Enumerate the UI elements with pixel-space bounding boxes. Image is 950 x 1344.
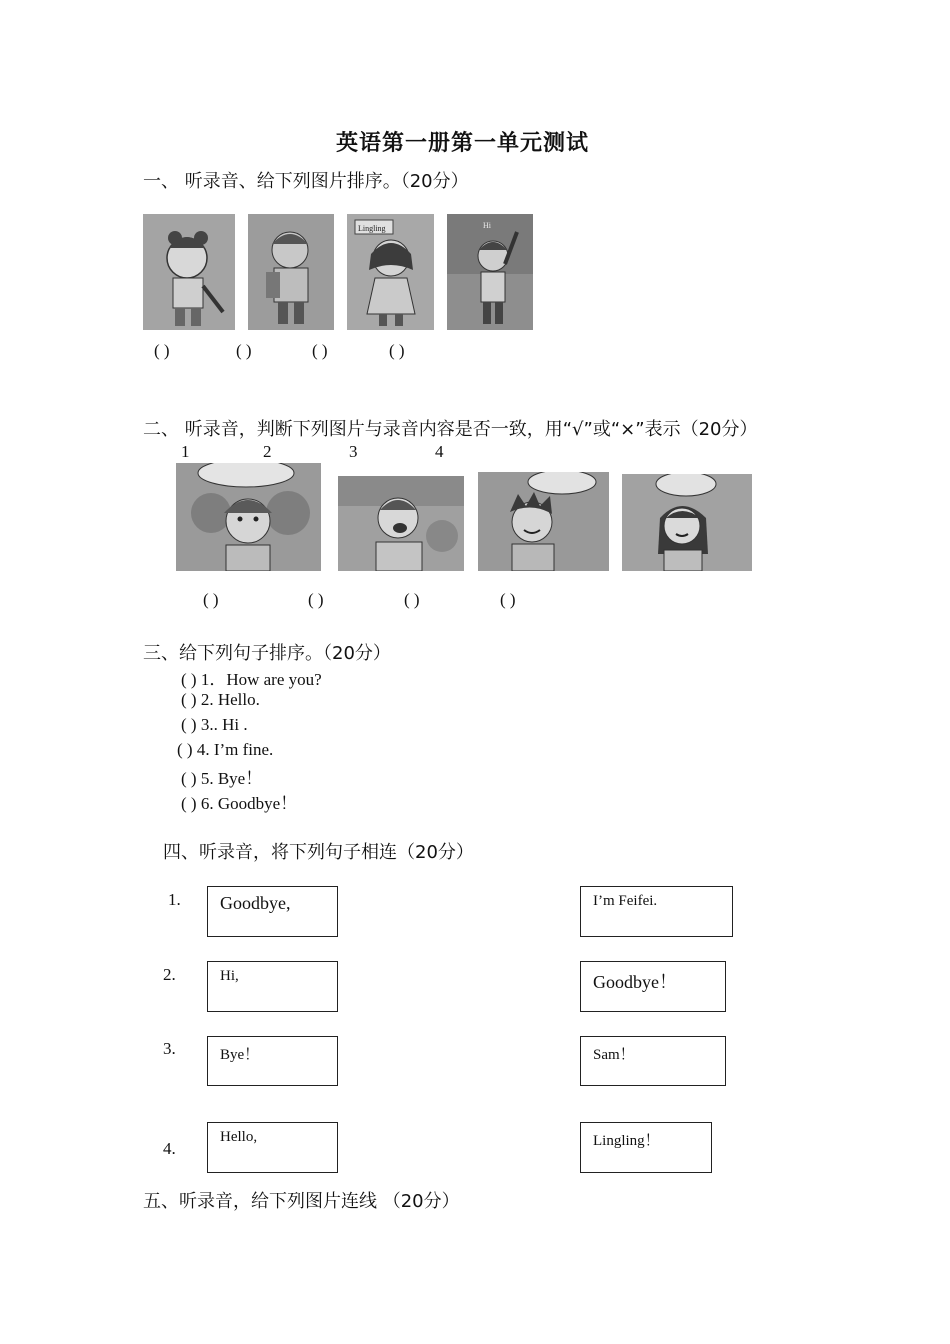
match-left-box[interactable]: Goodbye, bbox=[207, 886, 338, 937]
picture-number: 3 bbox=[349, 442, 358, 461]
picture-number: 1 bbox=[181, 442, 190, 461]
section-4-heading: 四、听录音，将下列句子相连（20分） bbox=[163, 842, 474, 863]
section-5-heading: 五、听录音，给下列图片连线 （20分） bbox=[143, 1191, 460, 1212]
answer-blank[interactable]: ( ) bbox=[236, 341, 252, 360]
cartoon-boy-shouting-image bbox=[338, 476, 464, 571]
picture-number: 2 bbox=[263, 442, 272, 461]
match-left-box[interactable]: Bye！ bbox=[207, 1036, 338, 1086]
sentence-item: ( ) 4. I’m fine. bbox=[177, 740, 274, 759]
cartoon-girl-pigtails-image bbox=[143, 214, 235, 330]
section-2-heading: 二、 听录音，判断下列图片与录音内容是否一致，用“√”或“×”表示（20分） bbox=[143, 419, 758, 440]
picture-number: 4 bbox=[435, 442, 444, 461]
match-number: 2. bbox=[163, 965, 176, 984]
answer-blank[interactable]: ( ) bbox=[404, 590, 420, 609]
cartoon-girl-thinking-image bbox=[176, 463, 321, 571]
cartoon-boy-smiling-image bbox=[478, 472, 609, 571]
match-number: 3. bbox=[163, 1039, 176, 1058]
answer-blank[interactable]: ( ) bbox=[203, 590, 219, 609]
sentence-item: ( ) 3.. Hi . bbox=[181, 715, 248, 734]
match-number: 1. bbox=[168, 890, 181, 909]
sign-label: Lingling bbox=[358, 224, 386, 233]
page-title: 英语第一册第一单元测试 bbox=[336, 131, 590, 156]
match-right-box[interactable]: Lingling！ bbox=[580, 1122, 712, 1173]
sentence-item: ( ) 2. Hello. bbox=[181, 690, 260, 709]
match-left-box[interactable]: Hello, bbox=[207, 1122, 338, 1173]
section-1-heading: 一、 听录音、给下列图片排序。（20分） bbox=[143, 171, 469, 192]
answer-blank[interactable]: ( ) bbox=[389, 341, 405, 360]
sentence-item: ( ) 5. Bye！ bbox=[181, 769, 263, 788]
answer-blank[interactable]: ( ) bbox=[154, 341, 170, 360]
cartoon-boy-board-image bbox=[447, 214, 533, 330]
match-left-box[interactable]: Hi, bbox=[207, 961, 338, 1012]
match-right-box[interactable]: Goodbye！ bbox=[580, 961, 726, 1012]
sentence-item: ( ) 6. Goodbye！ bbox=[181, 794, 298, 813]
match-number: 4. bbox=[163, 1139, 176, 1158]
sentence-item: ( ) 1．How are you? bbox=[181, 670, 322, 689]
cartoon-boy-backpack-image bbox=[248, 214, 334, 330]
cartoon-girl-smiling-image bbox=[622, 474, 752, 571]
cartoon-girl-sign-image bbox=[347, 214, 434, 330]
match-right-box[interactable]: Sam！ bbox=[580, 1036, 726, 1086]
answer-blank[interactable]: ( ) bbox=[308, 590, 324, 609]
answer-blank[interactable]: ( ) bbox=[312, 341, 328, 360]
section-3-heading: 三、给下列句子排序。（20分） bbox=[143, 643, 391, 664]
answer-blank[interactable]: ( ) bbox=[500, 590, 516, 609]
board-label: Hi bbox=[483, 221, 491, 230]
match-right-box[interactable]: I’m Feifei. bbox=[580, 886, 733, 937]
